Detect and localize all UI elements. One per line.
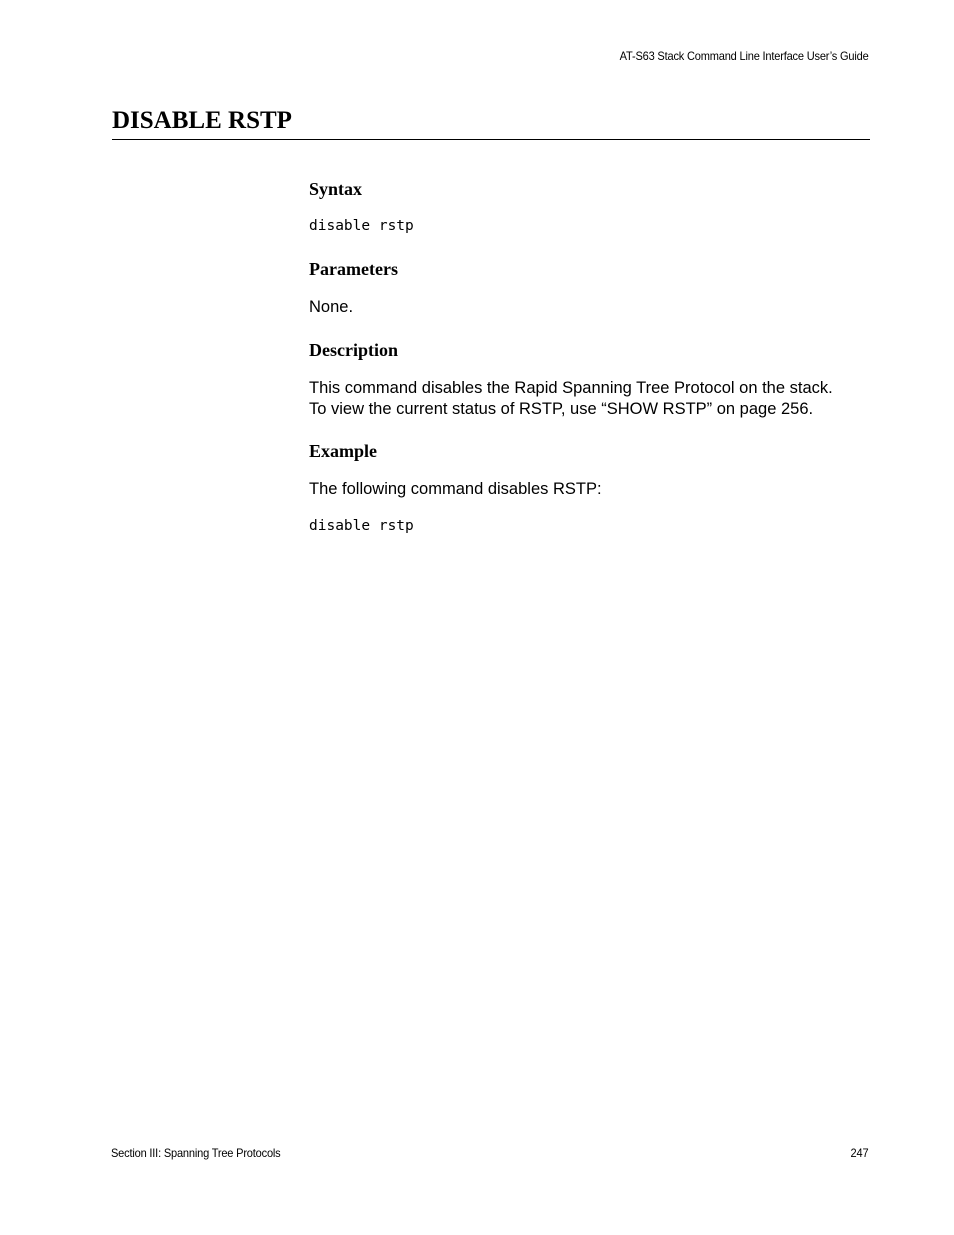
- syntax-command: disable rstp: [309, 218, 414, 234]
- example-heading: Example: [309, 441, 378, 461]
- page-title: DISABLE RSTP: [112, 107, 292, 134]
- parameters-heading: Parameters: [309, 259, 398, 279]
- title-divider: [112, 139, 870, 140]
- example-text: The following command disables RSTP:: [309, 480, 602, 498]
- parameters-text: None.: [309, 298, 354, 316]
- footer-page-number: 247: [850, 1146, 868, 1160]
- description-heading: Description: [309, 340, 398, 360]
- description-text: [309, 378, 833, 419]
- description-line: To view the current status of RSTP, use “SHOW RSTP” on page 256.: [309, 399, 814, 418]
- running-header: AT-S63 Stack Command Line Interface User’s Guide: [620, 49, 869, 63]
- footer-section-title: Section III: Spanning Tree Protocols: [111, 1146, 281, 1160]
- syntax-heading: Syntax: [309, 179, 363, 199]
- description-line: This command disables the Rapid Spanning Tree Protocol on the stack.: [309, 379, 833, 397]
- example-command: disable rstp: [309, 518, 414, 534]
